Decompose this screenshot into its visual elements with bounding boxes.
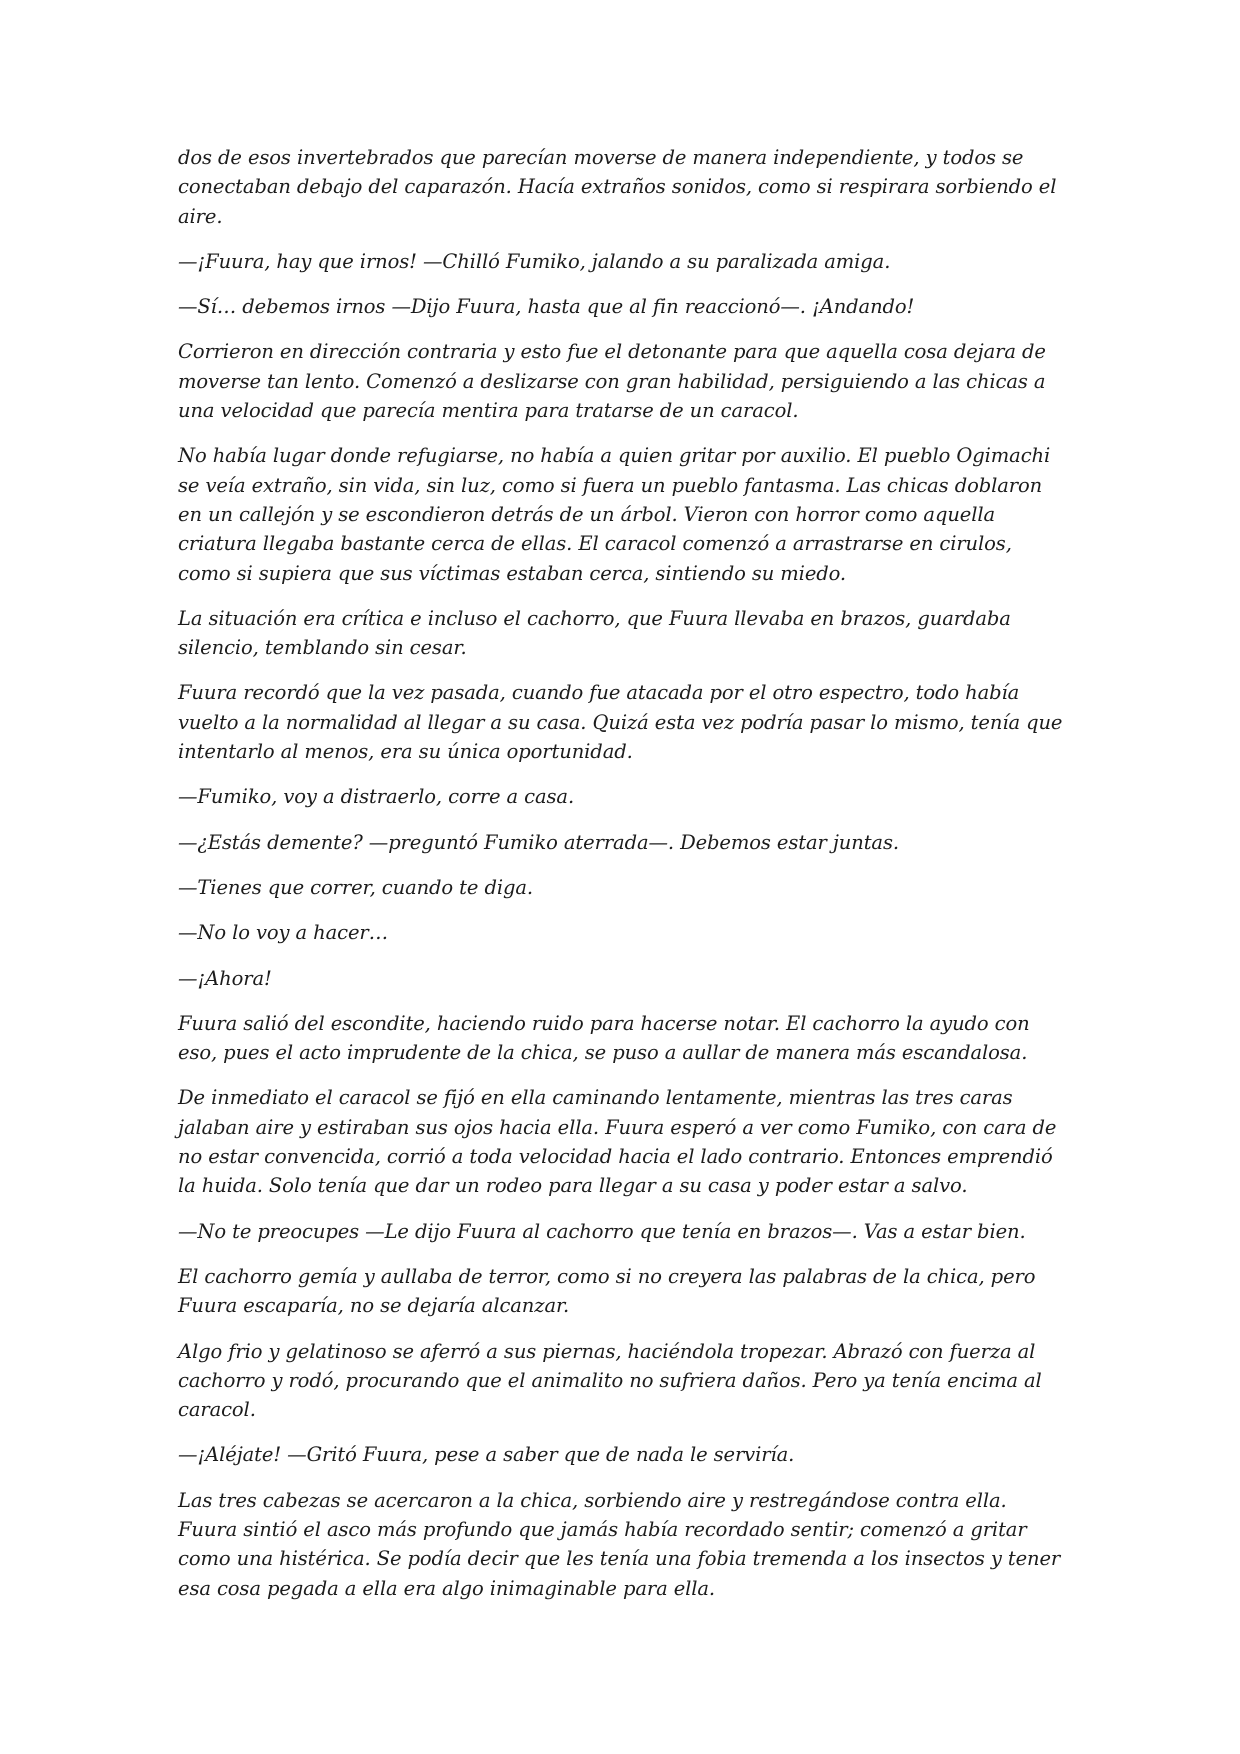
paragraph: Fuura recordó que la vez pasada, cuando fue atacada por el otro espectro, todo había vuelto a la normalidad al llegar a su casa. Quizá esta vez podría pasar lo mismo, tenía que intentarlo al menos, era su única oportunidad. — [178, 681, 1063, 764]
paragraph: —Sí… debemos irnos —Dijo Fuura, hasta que al fin reaccionó—. ¡Andando! — [178, 295, 915, 319]
paragraph: —¿Estás demente? —preguntó Fumiko aterrada—. Debemos estar juntas. — [178, 830, 899, 854]
paragraph: —¡Ahora! — [178, 966, 272, 990]
paragraph: De inmediato el caracol se fijó en ella caminando lentamente, mientras las tres caras jalaban aire y estiraban sus ojos hacia ella. Fuura esperó a ver como Fumiko, con cara de no estar convencida, corrió a toda velocidad hacia el lado contrario. Entonces emprendió la huida. Solo tenía que dar un rodeo para llegar a su casa y poder estar a salvo. — [178, 1086, 1057, 1198]
paragraph: No había lugar donde refugiarse, no había a quien gritar por auxilio. El pueblo Ogimachi se veía extraño, sin vida, sin luz, como si fuera un pueblo fantasma. Las chicas doblaron en un callejón y se escondieron detrás de un árbol. Vieron con horror como aquella criatura llegaba bastante cerca de ellas. El caracol comenzó a arrastrarse en cirulos, como si supiera que sus víctimas estaban cerca, sintiendo su miedo. — [178, 444, 1051, 585]
paragraph: —No te preocupes —Le dijo Fuura al cachorro que tenía en brazos—. Vas a estar bien. — [178, 1219, 1026, 1243]
paragraph: El cachorro gemía y aullaba de terror, como si no creyera las palabras de la chica, pero Fuura escaparía, no se dejaría alcanzar. — [178, 1264, 1036, 1318]
paragraph: —Fumiko, voy a distraerlo, corre a casa. — [178, 785, 575, 809]
paragraph: Corrieron en dirección contraria y esto fue el detonante para que aquella cosa dejara de moverse tan lento. Comenzó a deslizarse con gran habilidad, persiguiendo a las chicas a una velocidad que parecía mentira para tratarse de un caracol. — [178, 340, 1046, 423]
paragraph: Las tres cabezas se acercaron a la chica, sorbiendo aire y restregándose contra ella. Fuura sintió el asco más profundo que jamás había recordado sentir; comenzó a gritar como una histérica. Se podía decir que les tenía una fobia tremenda a los insectos y tener esa cosa pegada a ella era algo inimaginable para ella. — [178, 1488, 1061, 1600]
paragraph: Fuura salió del escondite, haciendo ruido para hacerse notar. El cachorro la ayudo con eso, pues el acto imprudente de la chica, se puso a aullar de manera más escandalosa. — [178, 1011, 1030, 1065]
paragraph: Algo frio y gelatinoso se aferró a sus piernas, haciéndola tropezar. Abrazó con fuerza al cachorro y rodó, procurando que el animalito no sufriera daños. Pero ya tenía encima al caracol. — [178, 1339, 1042, 1422]
paragraph: —No lo voy a hacer… — [178, 921, 389, 945]
paragraph: —Tienes que correr, cuando te diga. — [178, 875, 533, 899]
document-page — [178, 143, 1070, 1619]
paragraph: dos de esos invertebrados que parecían moverse de manera independiente, y todos se conectaban debajo del caparazón. Hacía extraños sonidos, como si respirara sorbiendo el aire. — [178, 146, 1057, 228]
paragraph: —¡Aléjate! —Gritó Fuura, pese a saber que de nada le serviría. — [178, 1443, 795, 1467]
paragraph: —¡Fuura, hay que irnos! —Chilló Fumiko, jalando a su paralizada amiga. — [178, 249, 891, 273]
paragraph: La situación era crítica e incluso el cachorro, que Fuura llevaba en brazos, guardaba silencio, temblando sin cesar. — [178, 606, 1011, 660]
